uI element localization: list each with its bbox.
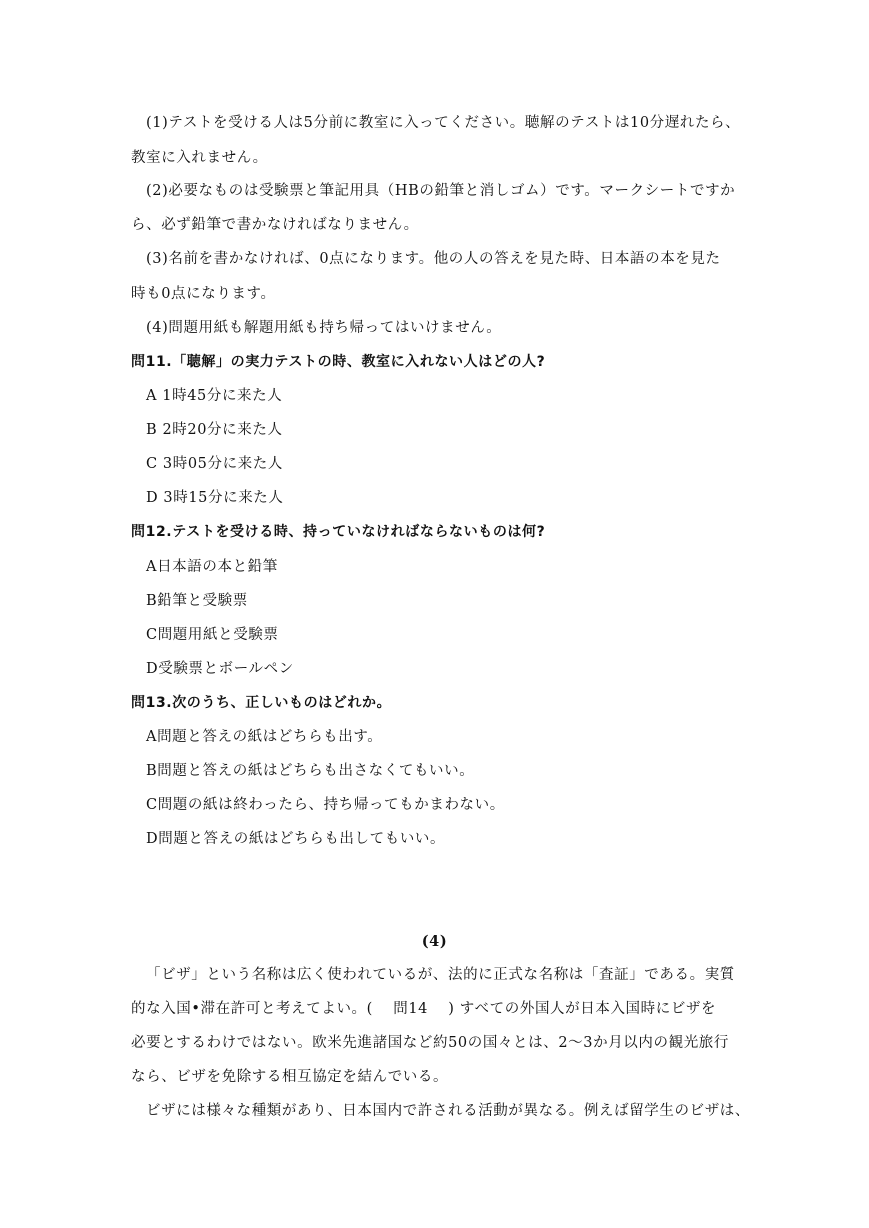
passage-line-2: 的な入国•滞在許可と考えてよい。( 問14 ) すべての外国人が日本入国時にビザを (131, 1001, 717, 1017)
rule-2-line-1: (2)必要なものは受験票と筆記用具（HBの鉛筆と消しゴム）です。マークシートですか (146, 183, 736, 199)
passage-line-4: なら、ビザを免除する相互協定を結んでいる。 (131, 1069, 449, 1085)
rule-2-line-2: ら、必ず鉛筆で書かなければなりません。 (131, 217, 419, 233)
rule-3-line-1: (3)名前を書かなければ、0点になります。他の人の答えを見た時、日本語の本を見た (146, 251, 721, 267)
rule-4-line-1: (4)問題用紙も解題用紙も持ち帰ってはいけません。 (146, 320, 502, 336)
rule-1-line-1: (1)テストを受ける人は5分前に教室に入ってください。聴解のテストは10分遅れたら、 (146, 115, 741, 131)
question-13-title: 問13.次のうち、正しいものはどれか。 (131, 695, 392, 711)
question-12-option-d: D受験票とボールペン (146, 661, 294, 677)
question-13-option-c: C問題の紙は終わったら、持ち帰ってもかまわない。 (146, 797, 505, 813)
question-11-option-b: B 2時20分に来た人 (146, 422, 283, 438)
rule-1-line-2: 教室に入れません。 (131, 150, 268, 166)
question-11-title: 問11.「聴解」の実力テストの時、教室に入れない人はどの人? (131, 354, 546, 370)
passage-line-3: 必要とするわけではない。欧米先進諸国など約50の国々とは、2～3か月以内の観光旅行 (131, 1035, 729, 1051)
question-13-option-d: D問題と答えの紙はどちらも出してもいい。 (146, 831, 446, 847)
question-12-option-a: A日本語の本と鉛筆 (146, 559, 278, 575)
question-13-option-b: B問題と答えの紙はどちらも出さなくてもいい。 (146, 763, 475, 779)
question-12-title: 問12.テストを受ける時、持っていなければならないものは何? (131, 524, 546, 540)
passage-line-1: 「ビザ」という名称は広く使われているが、法的に正式な名称は「査証」である。実質 (146, 967, 735, 983)
section-heading: (4) (421, 933, 448, 950)
rule-3-line-2: 時も0点になります。 (131, 286, 276, 302)
passage-line-5: ビザには様々な種類があり、日本国内で許される活動が異なる。例えば留学生のビザは、 (146, 1103, 750, 1119)
question-12-option-c: C問題用紙と受験票 (146, 627, 279, 643)
question-11-option-c: C 3時05分に来た人 (146, 456, 283, 472)
question-13-option-a: A問題と答えの紙はどちらも出す。 (146, 729, 383, 745)
question-11-option-d: D 3時15分に来た人 (146, 490, 284, 506)
question-11-option-a: A 1時45分に来た人 (146, 388, 283, 404)
question-12-option-b: B鉛筆と受験票 (146, 593, 248, 609)
